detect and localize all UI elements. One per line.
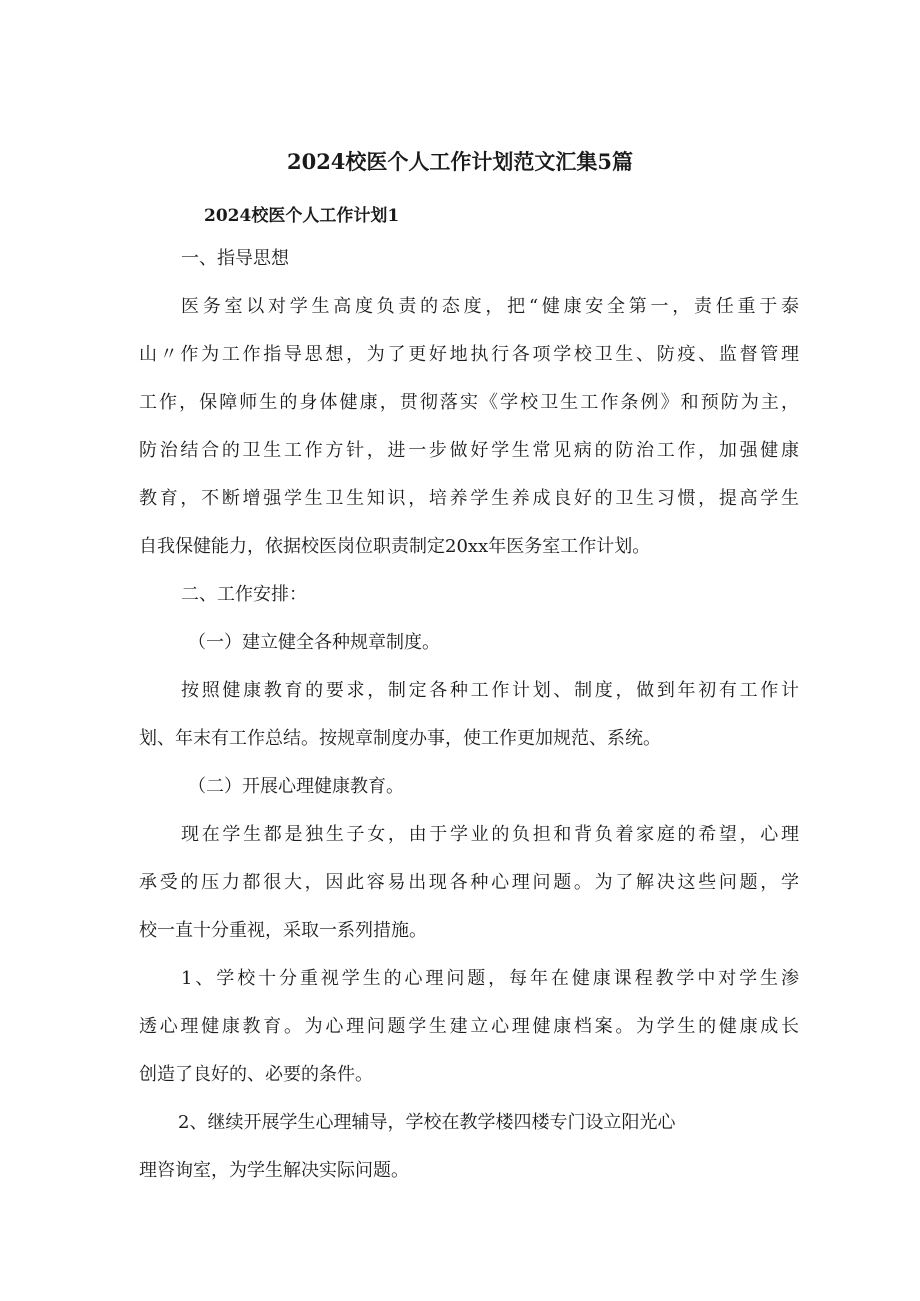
paragraph-line: 工作，保障师生的身体健康，贯彻落实《学校卫生工作条例》和预防为主， — [139, 392, 799, 413]
subsection-heading-mental-health: （二）开展心理健康教育。 — [188, 776, 404, 797]
paragraph-line: 按照健康教育的要求，制定各种工作计划、制度，做到年初有工作计 — [181, 680, 799, 701]
paragraph-line: 创造了良好的、必要的条件。 — [139, 1064, 373, 1085]
paragraph-line: 划、年末有工作总结。按规章制度办事，使工作更加规范、系统。 — [139, 728, 661, 749]
paragraph-line: 医务室以对学生高度负责的态度，把“健康安全第一，责任重于泰 — [181, 296, 799, 317]
paragraph-line: 理咨询室，为学生解决实际问题。 — [139, 1160, 409, 1181]
paragraph-line: 承受的压力都很大，因此容易出现各种心理问题。为了解决这些问题，学 — [139, 872, 799, 893]
subsection-heading-rules: （一）建立健全各种规章制度。 — [188, 632, 440, 653]
paragraph-line: 自我保健能力，依据校医岗位职责制定20xx年医务室工作计划。 — [139, 536, 651, 557]
paragraph-line: 透心理健康教育。为心理问题学生建立心理健康档案。为学生的健康成长 — [139, 1016, 799, 1037]
paragraph-line: 现在学生都是独生子女，由于学业的负担和背负着家庭的希望，心理 — [181, 824, 799, 845]
paragraph-line: 防治结合的卫生工作方针，进一步做好学生常见病的防治工作，加强健康 — [139, 440, 799, 461]
paragraph-line: 1、学校十分重视学生的心理问题，每年在健康课程教学中对学生渗 — [181, 968, 799, 989]
paragraph-line: 山〃作为工作指导思想，为了更好地执行各项学校卫生、防疫、监督管理 — [139, 344, 799, 365]
plan-subtitle: 2024校医个人工作计划1 — [204, 206, 400, 226]
document-title: 2024校医个人工作计划范文汇集5篇 — [286, 149, 634, 174]
paragraph-line: 教育，不断增强学生卫生知识，培养学生养成良好的卫生习惯，提高学生 — [139, 488, 799, 509]
paragraph-line: 2、继续开展学生心理辅导，学校在教学楼四楼专门设立阳光心 — [178, 1112, 676, 1133]
paragraph-line: 校一直十分重视，采取一系列措施。 — [139, 920, 427, 941]
section-heading-work-arrangement: 二、工作安排： — [181, 584, 307, 605]
section-heading-guiding-thought: 一、指导思想 — [181, 248, 289, 269]
